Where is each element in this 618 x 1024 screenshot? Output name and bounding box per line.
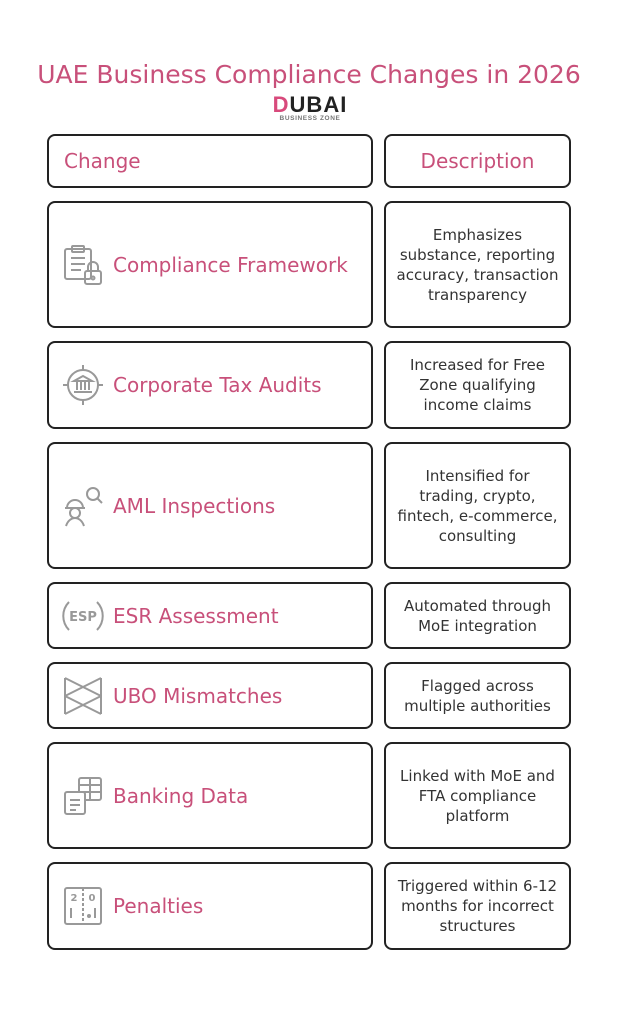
row-change-corporate-tax-audits: Corporate Tax Audits (47, 341, 373, 429)
row-description: Emphasizes substance, reporting accuracy, transaction transparency (384, 201, 571, 328)
row-change-esr-assessment: ESP ESR Assessment (47, 582, 373, 649)
row-change-banking-data: Banking Data (47, 742, 373, 849)
row-description: Flagged across multiple authorities (384, 662, 571, 729)
logo: DUBAI BUSINESS ZONE (272, 92, 348, 122)
row-description: Intensified for trading, crypto, fintech, e-commerce, consulting (384, 442, 571, 569)
inspector-search-icon (61, 484, 105, 528)
esp-icon (61, 594, 105, 638)
row-change-aml-inspections: AML Inspections (47, 442, 373, 569)
row-change-compliance-framework: Compliance Framework (47, 201, 373, 328)
row-description: Increased for Free Zone qualifying income claims (384, 341, 571, 429)
svg-text:0: 0 (88, 893, 96, 904)
scoreboard-icon (61, 884, 105, 928)
clipboard-lock-icon (61, 243, 105, 287)
row-change-penalties: 2 0 Penalties (47, 862, 373, 950)
svg-text:ESP: ESP (69, 609, 97, 625)
data-sheets-icon (61, 774, 105, 818)
bank-target-icon (61, 363, 105, 407)
svg-text:2: 2 (70, 893, 78, 904)
mismatch-cross-icon (61, 674, 105, 718)
row-description: Linked with MoE and FTA compliance platform (384, 742, 571, 849)
row-description: Automated through MoE integration (384, 582, 571, 649)
header-change: Change (47, 134, 373, 188)
row-change-ubo-mismatches: UBO Mismatches (47, 662, 373, 729)
row-description: Triggered within 6-12 months for incorrect structures (384, 862, 571, 950)
page-title: UAE Business Compliance Changes in 2026 (37, 60, 581, 89)
header-description: Description (384, 134, 571, 188)
